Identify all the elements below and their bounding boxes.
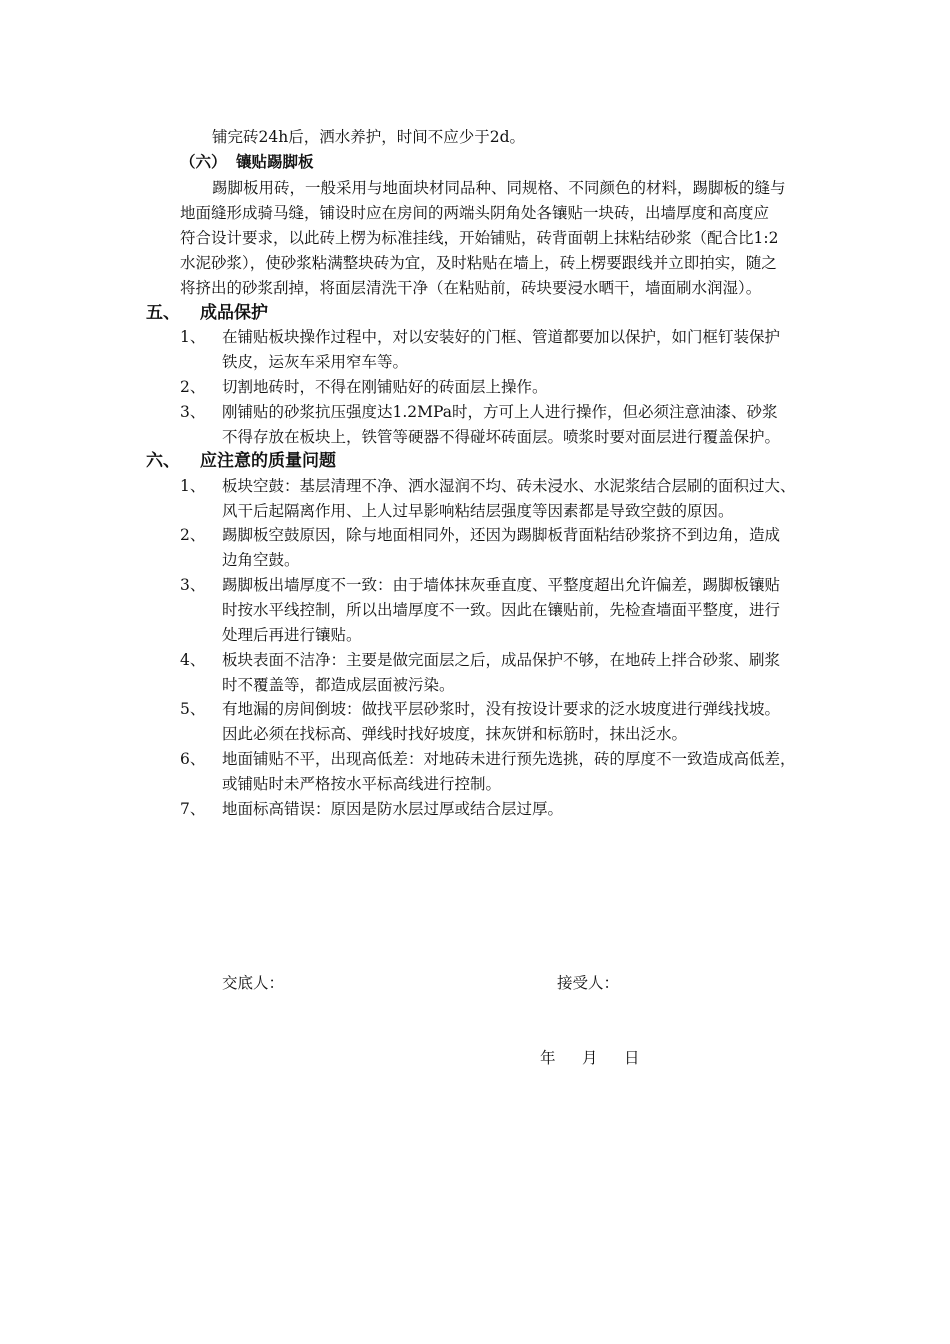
list-item-line: 时不覆盖等，都造成层面被污染。 [222,676,455,694]
list-item-line: 在铺贴板块操作过程中，对以安装好的门框、管道都要加以保护，如门框钉装保护 [222,328,781,346]
paragraph-line: 踢脚板用砖，一般采用与地面块材同品种、同规格、不同颜色的材料，踢脚板的缝与 [212,179,786,197]
receiver-label: 接受人： [557,974,620,992]
list-item-line: 边角空鼓。 [222,551,300,569]
list-item-line: 地面标高错误：原因是防水层过厚或结合层过厚。 [222,800,564,818]
subsection-6-title: 镶贴踢脚板 [236,153,314,171]
paragraph-line: 将挤出的砂浆刮掉，将面层清洗干净（在粘贴前，砖块要浸水晒干，墙面刷水润湿）。 [180,279,762,297]
list-item-line: 风干后起隔离作用、上人过早影响粘结层强度等因素都是导致空鼓的原因。 [222,502,734,520]
paragraph-line: 地面缝形成骑马缝，铺设时应在房间的两端头阴角处各镶贴一块砖，出墙厚度和高度应 [180,204,770,222]
list-item-line: 踢脚板空鼓原因，除与地面相同外，还因为踢脚板背面粘结砂浆挤不到边角，造成 [222,526,781,544]
list-item-line: 板块空鼓：基层清理不净、洒水湿润不均、砖未浸水、水泥浆结合层刷的面积过大、 [222,477,796,495]
list-item-number: 6、 [180,750,206,768]
list-item-line: 或铺贴时未严格按水平标高线进行控制。 [222,775,502,793]
list-item-line: 地面铺贴不平，出现高低差：对地砖未进行预先选挑，砖的厚度不一致造成高低差， [222,750,796,768]
list-item-line: 板块表面不洁净：主要是做完面层之后，成品保护不够，在地砖上拌合砂浆、刷浆 [222,651,781,669]
list-item-line: 时按水平线控制，所以出墙厚度不一致。因此在镶贴前，先检查墙面平整度，进行 [222,601,781,619]
subsection-6-number: （六） [180,153,227,171]
section-6-title: 应注意的质量问题 [200,451,336,471]
date-day-label: 日 [624,1049,640,1067]
section-6-number: 六、 [146,451,180,471]
list-item-line: 踢脚板出墙厚度不一致：由于墙体抹灰垂直度、平整度超出允许偏差，踢脚板镶贴 [222,576,781,594]
list-item-line: 有地漏的房间倒坡：做找平层砂浆时，没有按设计要求的泛水坡度进行弹线找坡。 [222,700,781,718]
section-5-number: 五、 [146,303,180,323]
list-item-line: 不得存放在板块上，铁管等硬器不得碰坏砖面层。喷浆时要对面层进行覆盖保护。 [222,428,781,446]
list-item-line: 铁皮，运灰车采用窄车等。 [222,353,409,371]
list-item-line: 切割地砖时，不得在刚铺贴好的砖面层上操作。 [222,378,548,396]
list-item-number: 2、 [180,526,206,544]
list-item-line: 因此必须在找标高、弹线时找好坡度，抹灰饼和标筋时，抹出泛水。 [222,725,688,743]
date-year-label: 年 [540,1049,556,1067]
list-item-number: 7、 [180,800,206,818]
continuation-line: 铺完砖24h后，洒水养护，时间不应少于2d。 [212,128,525,146]
list-item-number: 5、 [180,700,206,718]
list-item-number: 1、 [180,477,206,495]
list-item-number: 4、 [180,651,206,669]
list-item-line: 处理后再进行镶贴。 [222,626,362,644]
list-item-number: 3、 [180,403,206,421]
list-item-number: 2、 [180,378,206,396]
section-5-title: 成品保护 [200,303,268,323]
paragraph-line: 水泥砂浆），使砂浆粘满整块砖为宜，及时粘贴在墙上，砖上楞要跟线并立即拍实，随之 [180,254,777,272]
list-item-line: 刚铺贴的砂浆抗压强度达1.2MPa时，方可上人进行操作，但必须注意油漆、砂浆 [222,403,778,421]
date-month-label: 月 [582,1049,598,1067]
paragraph-line: 符合设计要求，以此砖上楞为标准挂线，开始铺贴，砖背面朝上抹粘结砂浆（配合比1:2 [180,229,779,247]
list-item-number: 1、 [180,328,206,346]
handover-person-label: 交底人： [222,974,285,992]
list-item-number: 3、 [180,576,206,594]
